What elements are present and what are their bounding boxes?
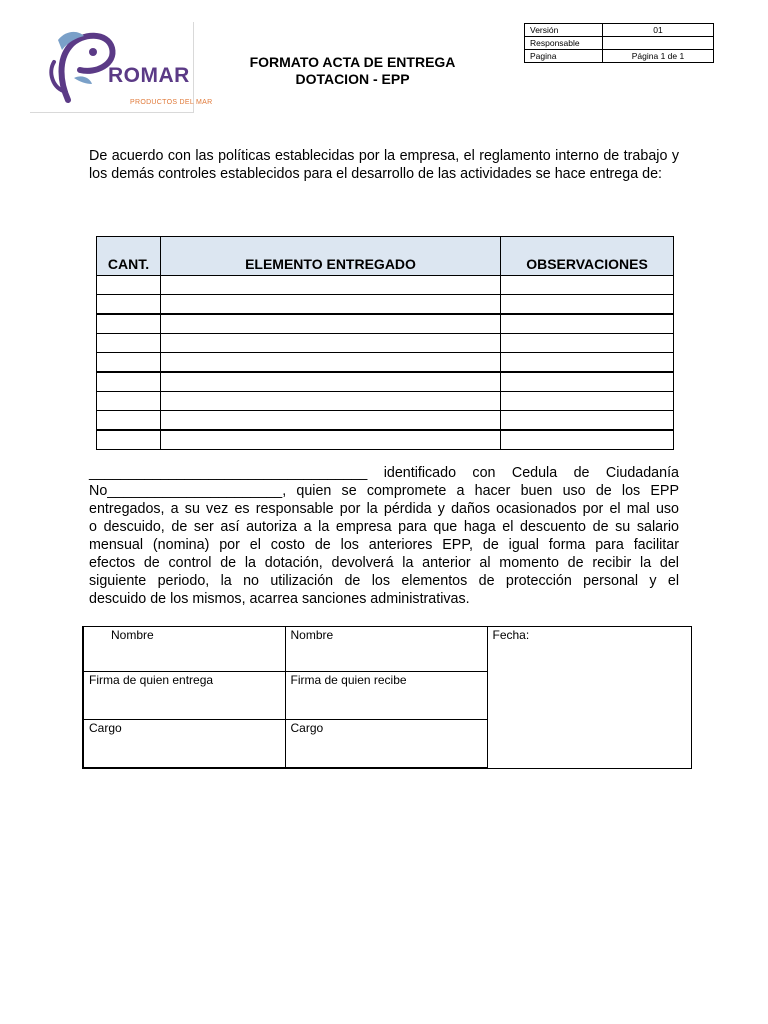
elemento-cell[interactable] [161, 430, 501, 450]
cant-cell[interactable] [97, 295, 161, 315]
cant-cell[interactable] [97, 411, 161, 431]
company-logo [30, 22, 213, 113]
responsable-value [603, 37, 714, 50]
observaciones-cell[interactable] [501, 334, 674, 353]
pagina-row [525, 50, 714, 63]
commitment-line: o descuido, de ser así autoriza a la empresa para que haga el descuento de su salario [89, 519, 679, 535]
signature-table [82, 626, 692, 769]
pagina-label: Pagina [525, 50, 603, 63]
firma-entrega-field[interactable]: Firma de quien entrega [83, 672, 285, 720]
table-row [97, 334, 674, 353]
version-row [525, 24, 714, 37]
version-label: Versión [525, 24, 603, 37]
items-table [96, 236, 674, 450]
signature-row-nombre [83, 627, 691, 672]
commitment-line: mensual (nomina) por el costo de los anteriores EPP, de igual forma para facilitar [89, 537, 679, 553]
observaciones-cell[interactable] [501, 353, 674, 373]
observaciones-cell[interactable] [501, 411, 674, 431]
table-row [97, 372, 674, 392]
elemento-cell[interactable] [161, 372, 501, 392]
pagina-value: Página 1 de 1 [603, 50, 714, 63]
table-row [97, 295, 674, 315]
observaciones-cell[interactable] [501, 276, 674, 295]
elemento-cell[interactable] [161, 411, 501, 431]
cargo-recibe-field[interactable]: Cargo [285, 720, 487, 769]
elemento-cell[interactable] [161, 276, 501, 295]
logo-tagline: PRODUCTOS DEL MAR [130, 99, 213, 106]
elemento-cell[interactable] [161, 392, 501, 411]
logo-wordmark: ROMAR [108, 64, 190, 87]
header-cant: CANT. [97, 237, 161, 276]
commitment-line: No______________________, quien se compromete a hacer buen uso de los EPP [89, 483, 679, 499]
table-row [97, 314, 674, 334]
cant-cell[interactable] [97, 276, 161, 295]
cant-cell[interactable] [97, 392, 161, 411]
items-header-row [97, 237, 674, 276]
responsable-row [525, 37, 714, 50]
elemento-cell[interactable] [161, 334, 501, 353]
table-row [97, 411, 674, 431]
commitment-paragraph [89, 464, 679, 608]
commitment-line: ___________________________________ identificado con Cedula de Ciudadanía [89, 465, 679, 481]
document-title [200, 54, 505, 88]
cant-cell[interactable] [97, 353, 161, 373]
title-line-2: DOTACION - EPP [295, 71, 410, 87]
cant-cell[interactable] [97, 314, 161, 334]
cant-cell[interactable] [97, 334, 161, 353]
cant-cell[interactable] [97, 430, 161, 450]
version-table [524, 23, 714, 63]
cargo-entrega-field[interactable]: Cargo [83, 720, 285, 769]
intro-paragraph: De acuerdo con las políticas establecidas por la empresa, el reglamento interno de trabajo y los demás controles establecidos para el desarrollo de las actividades se hace entrega de: [89, 148, 679, 182]
observaciones-cell[interactable] [501, 314, 674, 334]
table-row [97, 430, 674, 450]
title-line-1: FORMATO ACTA DE ENTREGA [249, 54, 456, 70]
nombre-recibe-field[interactable]: Nombre [285, 627, 487, 672]
nombre-entrega-field[interactable]: Nombre [83, 627, 285, 672]
commitment-line: descuido de los mismos, acarrea sanciones administrativas. [89, 591, 470, 607]
observaciones-cell[interactable] [501, 295, 674, 315]
header-observaciones: OBSERVACIONES [501, 237, 674, 276]
observaciones-cell[interactable] [501, 430, 674, 450]
fecha-field[interactable]: Fecha: [487, 627, 691, 769]
table-row [97, 276, 674, 295]
observaciones-cell[interactable] [501, 372, 674, 392]
responsable-label: Responsable [525, 37, 603, 50]
observaciones-cell[interactable] [501, 392, 674, 411]
commitment-line: entregados, a su vez es responsable por la pérdida y daños ocasionados por el mal uso [89, 501, 679, 517]
elemento-cell[interactable] [161, 353, 501, 373]
header-elemento: ELEMENTO ENTREGADO [161, 237, 501, 276]
table-row [97, 392, 674, 411]
version-value: 01 [603, 24, 714, 37]
elemento-cell[interactable] [161, 314, 501, 334]
cant-cell[interactable] [97, 372, 161, 392]
elemento-cell[interactable] [161, 295, 501, 315]
firma-recibe-field[interactable]: Firma de quien recibe [285, 672, 487, 720]
items-body [97, 276, 674, 450]
commitment-line: siguiente periodo, la no utilización de los elementos de protección personal y el [89, 573, 679, 589]
commitment-line: efectos de control de la dotación, devolverá la anterior al momento de recibir la del [89, 555, 679, 571]
table-row [97, 353, 674, 373]
